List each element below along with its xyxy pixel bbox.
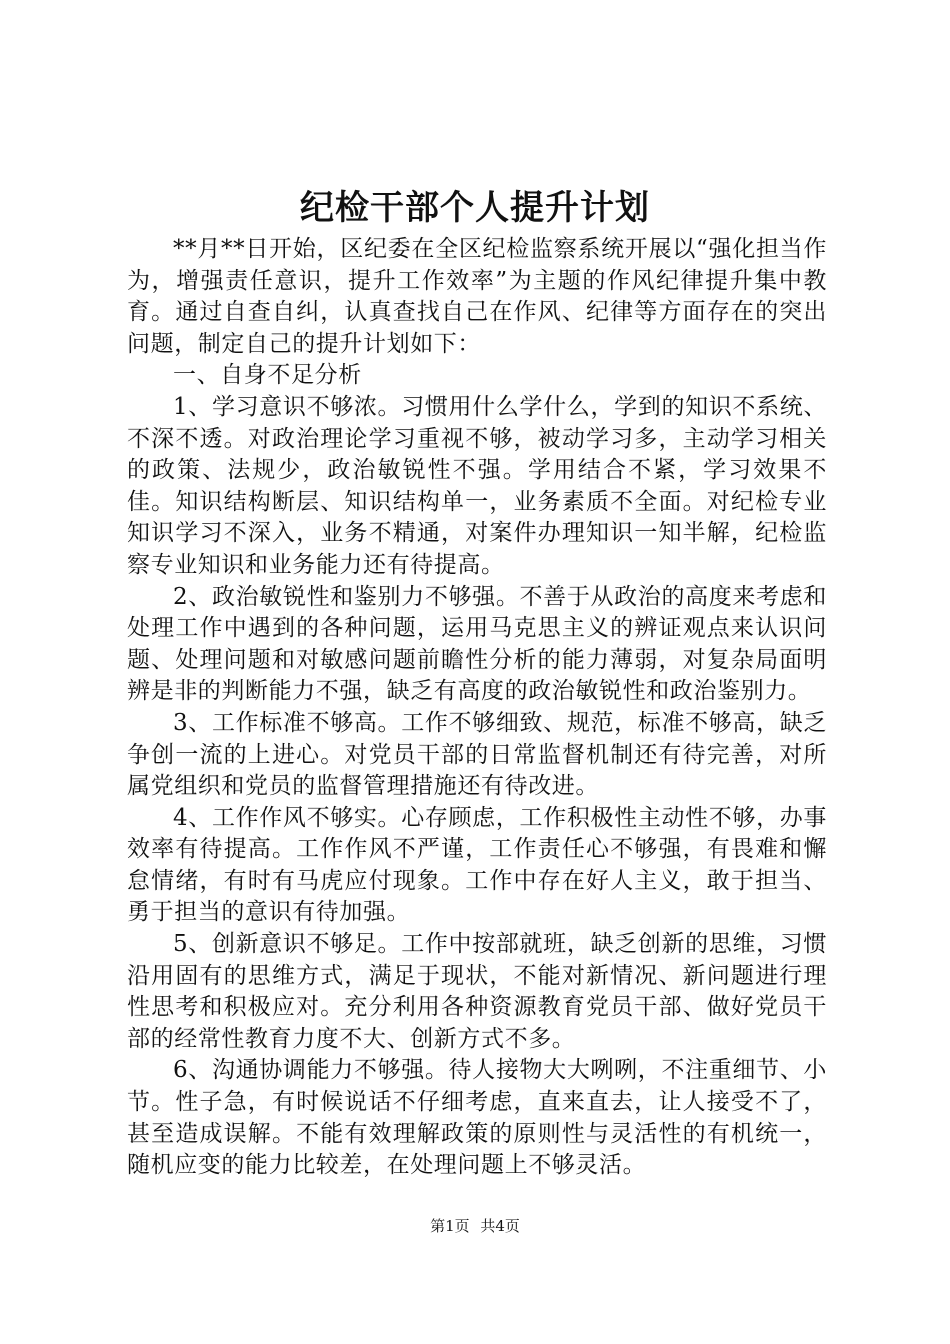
page-footer [0, 1216, 950, 1236]
body-paragraph: 5、创新意识不够足。工作中按部就班，缺乏创新的思维，习惯沿用固有的思维方式，满足于现状，不能对新情况、新问题进行理性思考和积极应对。充分利用各种资源教育党员干部、做好党员干部的经常性教育力度不大、创新方式不多。 [127, 931, 827, 1052]
document-body [127, 234, 827, 1182]
body-paragraph: 3、工作标准不够高。工作不够细致、规范，标准不够高，缺乏争创一流的上进心。对党员干部的日常监督机制还有待完善，对所属党组织和党员的监督管理措施还有待改进。 [127, 709, 827, 800]
body-paragraph: 6、沟通协调能力不够强。待人接物大大咧咧，不注重细节、小节。性子急，有时候说话不仔细考虑，直来直去，让人接受不了，甚至造成误解。不能有效理解政策的原则性与灵活性的有机统一，随机应变的能力比较差，在处理问题上不够灵活。 [127, 1057, 827, 1179]
page-number: 第1页 [430, 1217, 470, 1235]
intro-paragraph: **月**日开始，区纪委在全区纪检监察系统开展以“强化担当作为，增强责任意识，提升工作效率”为主题的作风纪律提升集中教育。通过自查自纠，认真查找自己在作风、纪律等方面存在的突出问题，制定自己的提升计划如下： [127, 236, 827, 357]
section-heading: 一、自身不足分析 [173, 362, 362, 389]
page-total: 共4页 [480, 1217, 520, 1235]
body-paragraph: 4、工作作风不够实。心存顾虑，工作积极性主动性不够，办事效率有待提高。工作作风不严谨，工作责任心不够强，有畏难和懈怠情绪，有时有马虎应付现象。工作中存在好人主义，敢于担当、勇于担当的意识有待加强。 [127, 804, 827, 926]
document-title: 纪检干部个人提升计划 [300, 188, 650, 228]
body-paragraph: 2、政治敏锐性和鉴别力不够强。不善于从政治的高度来考虑和处理工作中遇到的各种问题，运用马克思主义的辨证观点来认识问题、处理问题和对敏感问题前瞻性分析的能力薄弱，对复杂局面明辨是非的判断能力不强，缺乏有高度的政治敏锐性和政治鉴别力。 [127, 583, 827, 705]
body-paragraph: 1、学习意识不够浓。习惯用什么学什么，学到的知识不系统、不深不透。对政治理论学习重视不够，被动学习多，主动学习相关的政策、法规少，政治敏锐性不强。学用结合不紧，学习效果不佳。知识结构断层、知识结构单一，业务素质不全面。对纪检专业知识学习不深入，业务不精通，对案件办理知识一知半解，纪检监察专业知识和业务能力还有待提高。 [127, 393, 827, 578]
